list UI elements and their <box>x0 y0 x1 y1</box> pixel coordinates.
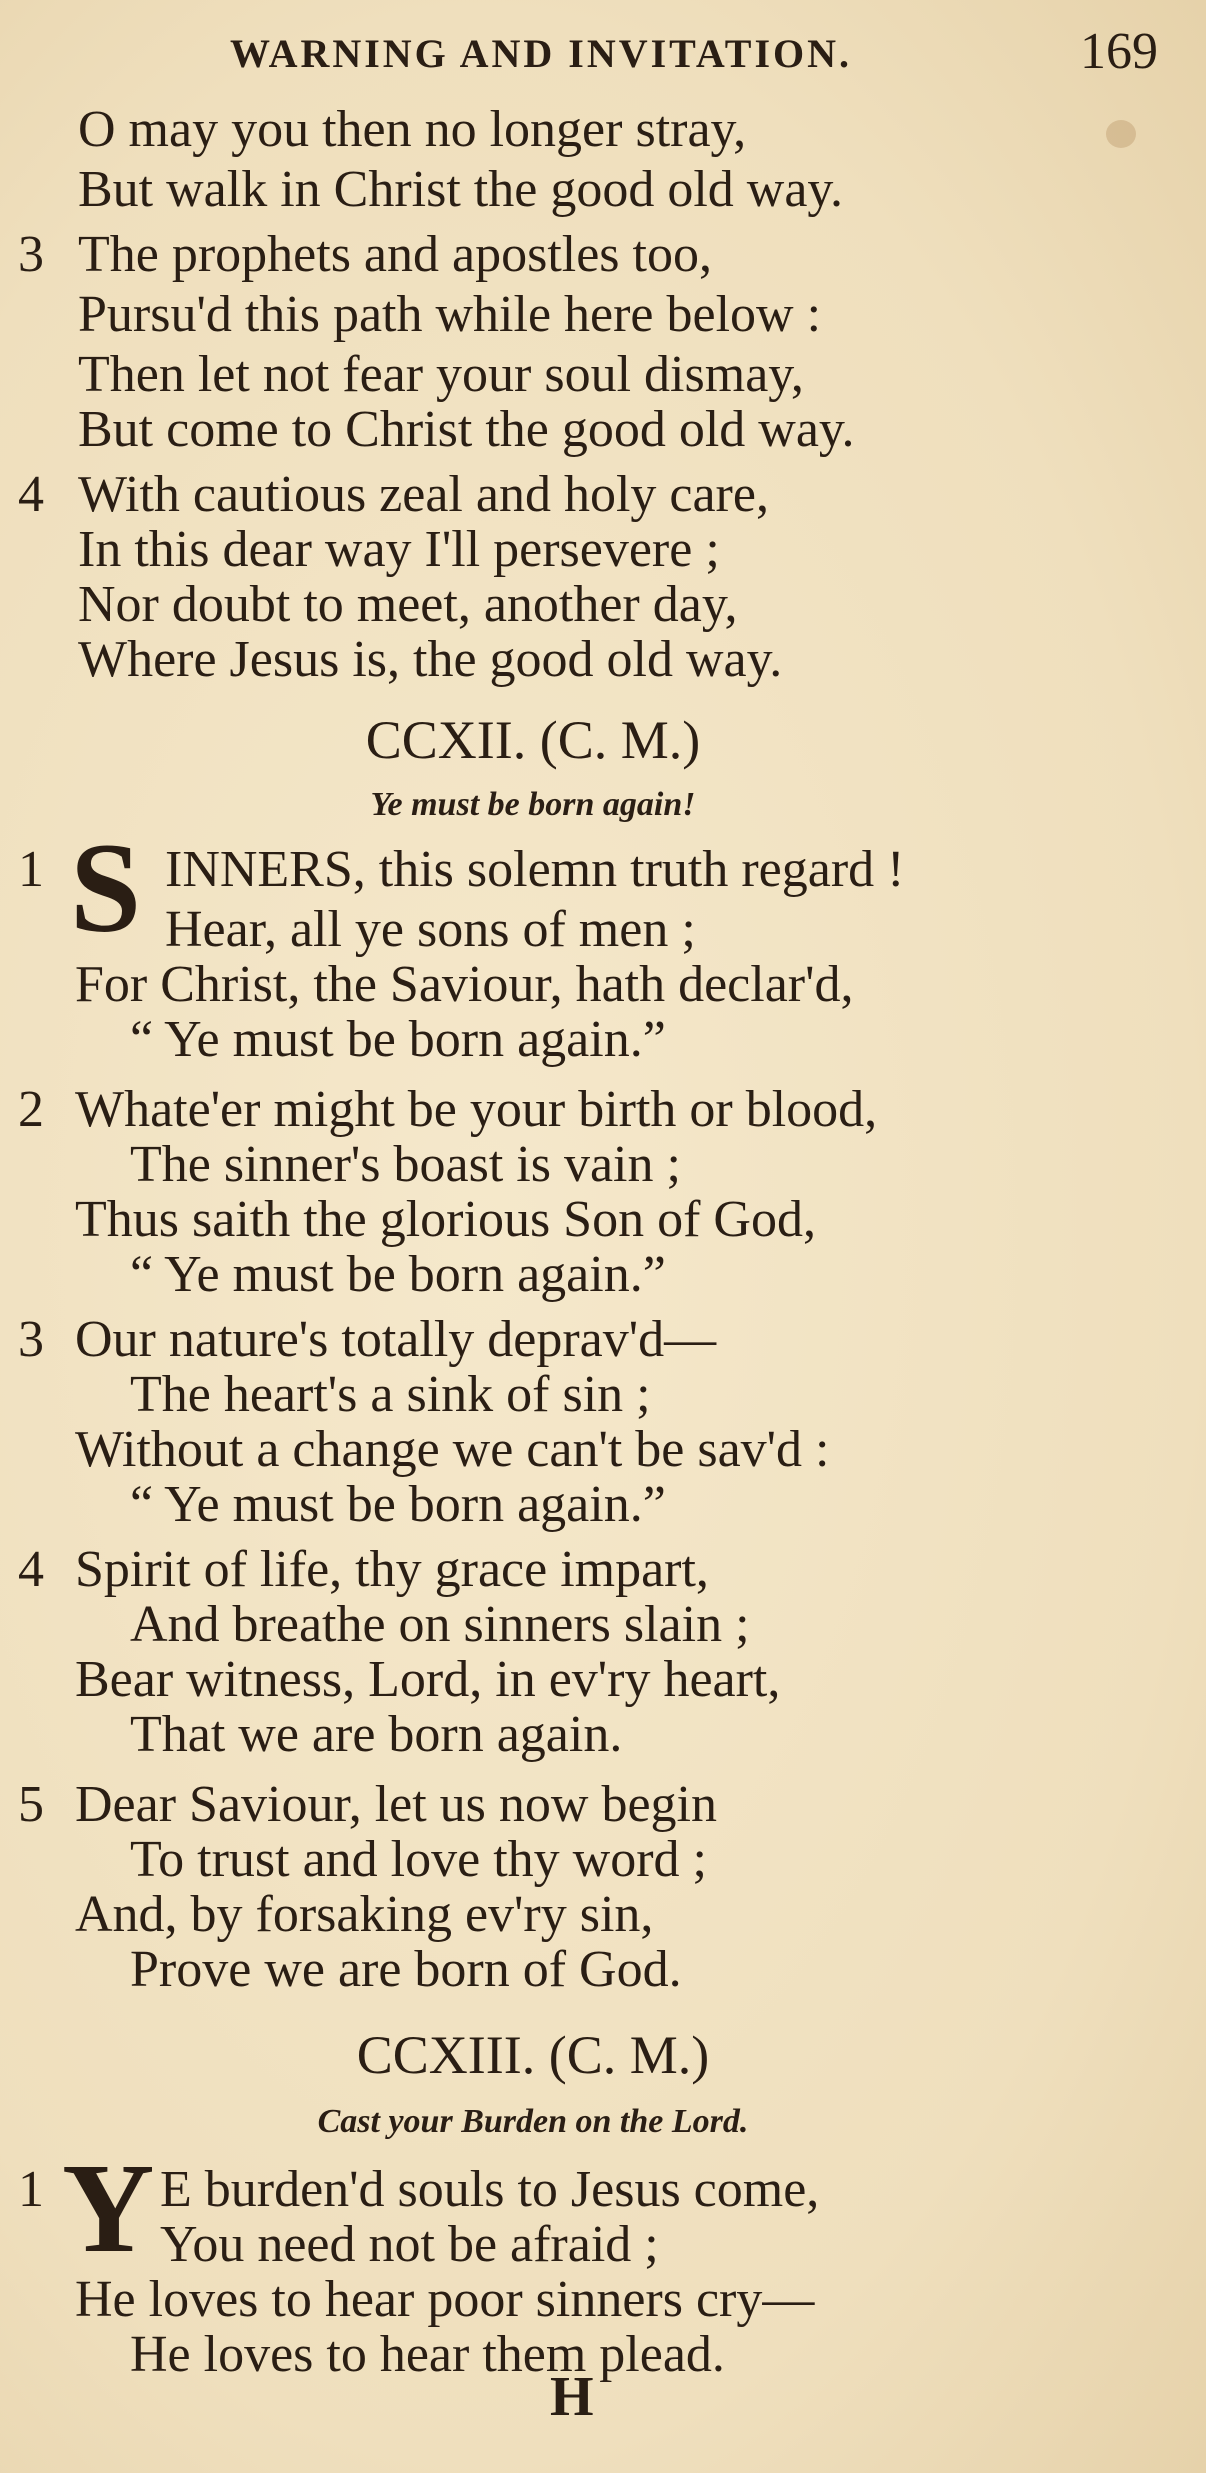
hymn-title: CCXII. (C. M.) <box>365 710 701 770</box>
verse-number: 4 <box>18 1541 44 1598</box>
opening-line-1: O may you then no longer stray, <box>78 101 747 158</box>
verse-number: 4 <box>18 466 44 523</box>
hymn-subtitle: Cast your Burden on the Lord. <box>317 2103 749 2140</box>
hymn-title: CCXIII. (C. M.) <box>356 2025 710 2085</box>
page-number: 169 <box>1080 23 1158 80</box>
verse-number: 5 <box>18 1776 44 1833</box>
verse-line: With cautious zeal and holy care, <box>78 466 769 523</box>
verse-line: “ Ye must be born again.” <box>130 1476 666 1533</box>
verse-line: Bear witness, Lord, in ev'ry heart, <box>75 1651 781 1708</box>
verse-line: You need not be afraid ; <box>160 2216 659 2273</box>
signature-mark: H <box>550 2366 594 2428</box>
verse-line: That we are born again. <box>130 1706 623 1763</box>
verse-line: To trust and love thy word ; <box>130 1831 707 1888</box>
hymn-subtitle: Ye must be born again! <box>370 786 696 823</box>
verse-number: 3 <box>18 1311 44 1368</box>
verse-number: 1 <box>18 841 44 898</box>
verse-number: 2 <box>18 1081 44 1138</box>
verse-line: Pursu'd this path while here below : <box>78 286 822 343</box>
verse-line: Then let not fear your soul dismay, <box>78 346 804 403</box>
verse-line: Spirit of life, thy grace impart, <box>75 1541 709 1598</box>
verse-line: But come to Christ the good old way. <box>78 401 855 458</box>
verse-line: He loves to hear them plead. <box>130 2326 725 2383</box>
verse-line: The prophets and apostles too, <box>78 226 712 283</box>
verse-line: “ Ye must be born again.” <box>130 1246 666 1303</box>
verse-line: And breathe on sinners slain ; <box>130 1596 750 1653</box>
opening-line-2: But walk in Christ the good old way. <box>78 161 844 218</box>
verse-line: The sinner's boast is vain ; <box>130 1136 681 1193</box>
verse-line: And, by forsaking ev'ry sin, <box>75 1886 654 1943</box>
verse-line: Thus saith the glorious Son of God, <box>75 1191 816 1248</box>
verse-line: E burden'd souls to Jesus come, <box>160 2161 820 2218</box>
verse-line: Dear Saviour, let us now begin <box>75 1776 718 1833</box>
verse-line: Nor doubt to meet, another day, <box>78 576 738 633</box>
verse-line: The heart's a sink of sin ; <box>130 1366 651 1423</box>
verse-line: Without a change we can't be sav'd : <box>75 1421 830 1478</box>
verse-line: Whate'er might be your birth or blood, <box>75 1081 878 1138</box>
drop-cap: S <box>70 817 142 959</box>
verse-number: 1 <box>18 2161 44 2218</box>
verse-line: “ Ye must be born again.” <box>130 1011 666 1068</box>
verse-line: Our nature's totally deprav'd— <box>75 1311 717 1368</box>
verse-line: INNERS, this solemn truth regard ! <box>165 841 905 898</box>
verse-line: In this dear way I'll persevere ; <box>78 521 720 578</box>
verse-line: He loves to hear poor sinners cry— <box>75 2271 815 2328</box>
running-head: WARNING AND INVITATION. <box>230 31 853 76</box>
drop-cap: Y <box>62 2137 155 2279</box>
verse-line: Hear, all ye sons of men ; <box>165 901 696 958</box>
paper-stain <box>1106 120 1136 148</box>
verse-line: For Christ, the Saviour, hath declar'd, <box>75 956 854 1013</box>
verse-number: 3 <box>18 226 44 283</box>
verse-line: Prove we are born of God. <box>130 1941 682 1998</box>
verse-line: Where Jesus is, the good old way. <box>78 631 783 688</box>
page-header <box>0 18 1206 88</box>
